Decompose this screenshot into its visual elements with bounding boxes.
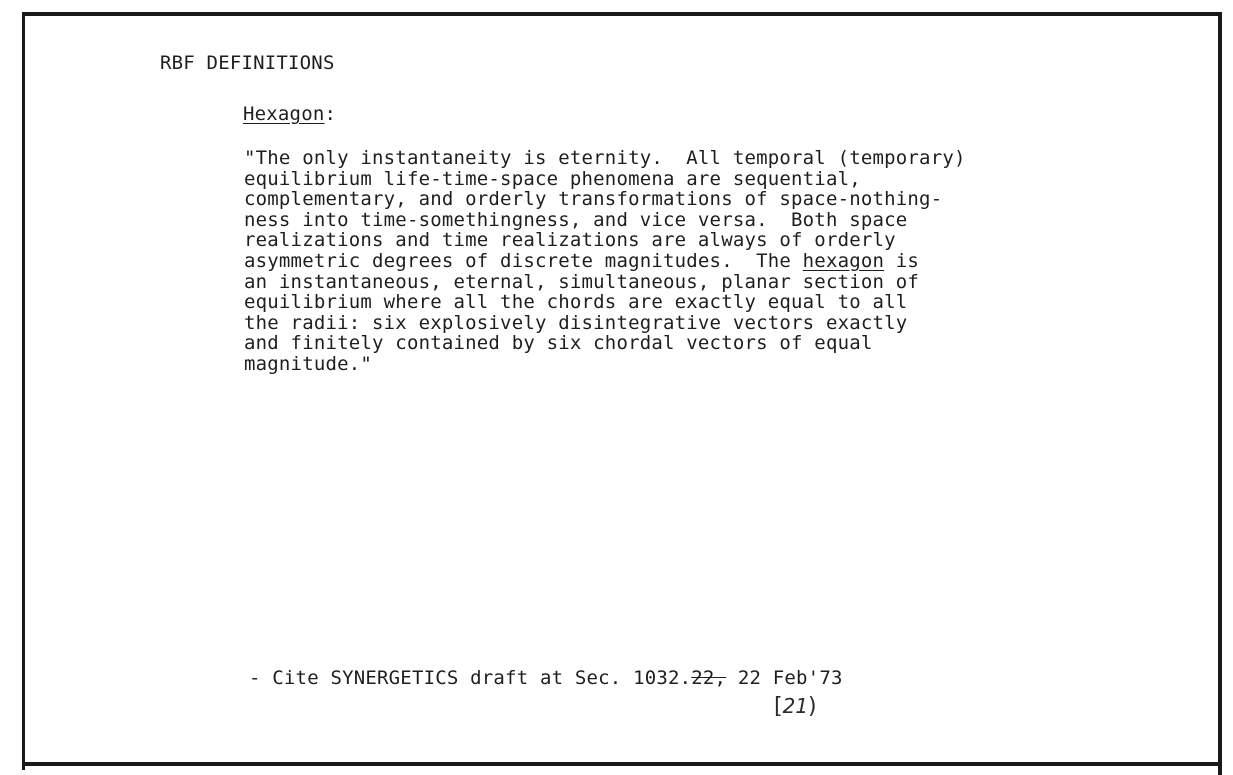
card-border-right: [1218, 12, 1222, 775]
quote-part-1: "The only instantaneity is eternity. All temporal (temporary) equilibrium life-time-space phenomena are sequential, complementary, and orderly transformations of space-nothing- ness into time-somethingness, and vice versa. Both space realizations and time realizations are always of orderly asymmetric degrees of discrete magnitudes. The: [244, 147, 966, 272]
handwritten-correction: [21): [774, 694, 817, 719]
quote-highlight-term: hexagon: [802, 249, 885, 272]
document-header: RBF DEFINITIONS: [160, 52, 335, 74]
term-label: Hexagon: [243, 103, 325, 125]
card-border-bottom: [22, 762, 1222, 766]
definition-quote: [244, 148, 966, 375]
term-heading: [243, 103, 336, 125]
term-colon: :: [324, 103, 337, 125]
citation-line: [249, 667, 843, 689]
citation-struck-number: 22,: [691, 667, 727, 689]
citation-prefix: - Cite SYNERGETICS draft at Sec. 1032.: [249, 667, 692, 689]
quote-part-2: is an instantaneous, eternal, simultaneous, planar section of equilibrium where all the chords are exactly equal to all the radii: six explosively disintegrative vectors exactly and finitely contained by six chordal vectors of equal magnitude.": [244, 249, 920, 375]
citation-date: 22 Feb'73: [726, 667, 843, 689]
card-border-top: [22, 12, 1222, 16]
card-border-left: [22, 12, 25, 770]
